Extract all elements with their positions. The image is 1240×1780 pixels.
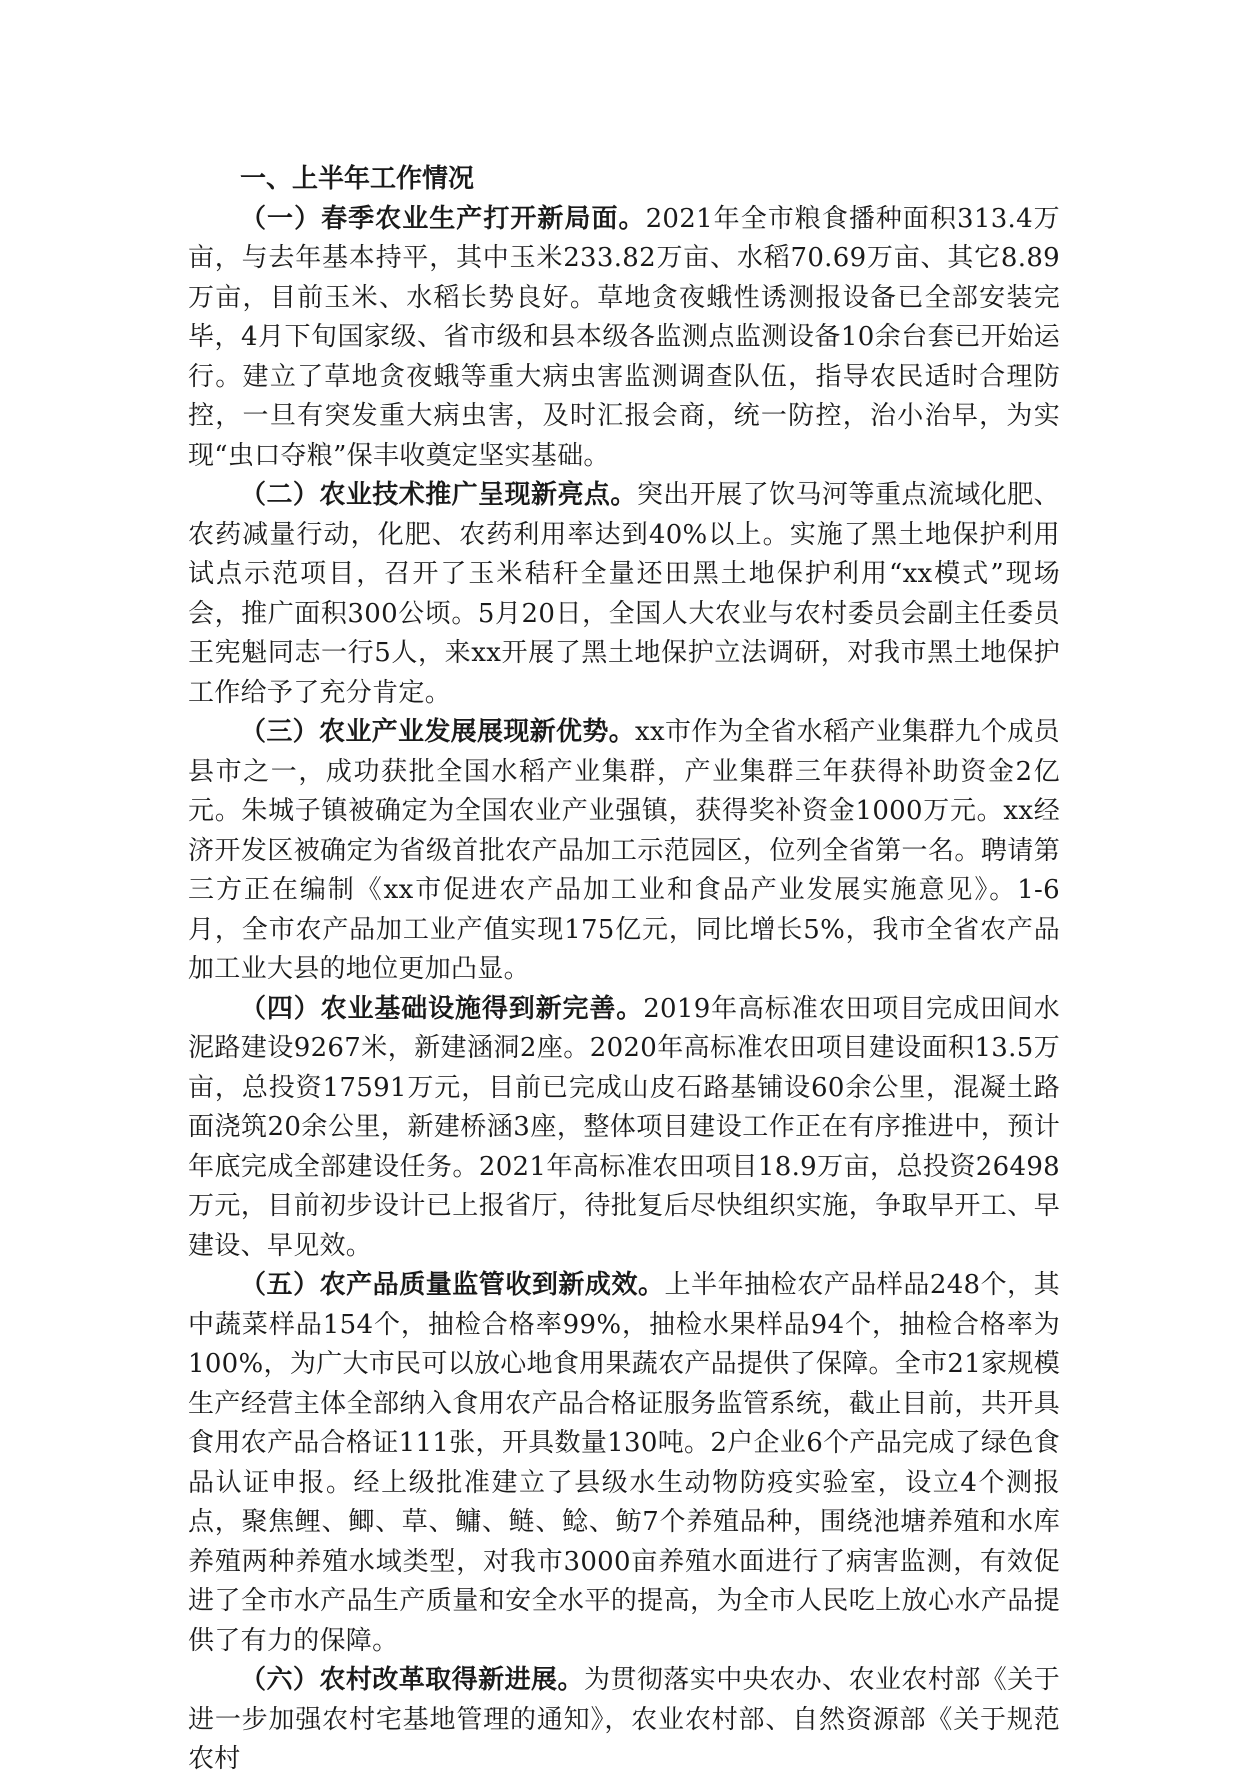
paragraph-6-body: 为贯彻落实中央农办、农业农村部《关于进一步加强农村宅基地管理的通知》，农业农村部、自然资源部《关于规范农村 bbox=[188, 1665, 1060, 1774]
section-heading: 一、上半年工作情况 bbox=[240, 164, 475, 194]
paragraph-1-body: 2021年全市粮食播种面积313.4万亩，与去年基本持平，其中玉米233.82万亩、水稻70.69万亩、其它8.89万亩，目前玉米、水稻长势良好。草地贪夜蛾性诱测报设备已全部安装完毕，4月下旬国家级、省市级和县本级各监测点监测设备10余台套已开始运行。建立了草地贪夜蛾等重大病虫害监测调查队伍，指导农民适时合理防控，一旦有突发重大病虫害，及时汇报会商，统一防控，治小治早，为实现“虫口夺粮”保丰收奠定坚实基础。 bbox=[188, 203, 1060, 471]
paragraph-5-body: 上半年抽检农产品样品248个，其中蔬菜样品154个，抽检合格率99%，抽检水果样品94个，抽检合格率为100%，为广大市民可以放心地食用果蔬农产品提供了保障。全市21家规模生产经营主体全部纳入食用农产品合格证服务监管系统，截止目前，共开具食用农产品合格证111张，开具数量130吨。2户企业6个产品完成了绿色食品认证申报。经上级批准建立了县级水生动物防疫实验室，设立4个测报点，聚焦鲤、鲫、草、鳙、鲢、鲶、鲂7个养殖品种，围绕池塘养殖和水库养殖两种养殖水域类型，对我市3000亩养殖水面进行了病害监测，有效促进了全市水产品生产质量和安全水平的提高，为全市人民吃上放心水产品提供了有力的保障。 bbox=[188, 1270, 1060, 1656]
paragraph-1 bbox=[188, 200, 1060, 477]
paragraph-2-body: 突出开展了饮马河等重点流域化肥、农药减量行动，化肥、农药利用率达到40%以上。实施了黑土地保护利用试点示范项目，召开了玉米秸秆全量还田黑土地保护利用“xx模式”现场会，推广面积300公顷。5月20日，全国人大农业与农村委员会副主任委员王宪魁同志一行5人，来xx开展了黑土地保护立法调研，对我市黑土地保护工作给予了充分肯定。 bbox=[188, 480, 1060, 708]
paragraph-3-lead: （三）农业产业发展展现新优势。 bbox=[240, 717, 636, 747]
document-page bbox=[188, 160, 1060, 1780]
paragraph-1-lead: （一）春季农业生产打开新局面。 bbox=[240, 203, 646, 234]
paragraph-5-lead: （五）农产品质量监管收到新成效。 bbox=[240, 1270, 665, 1300]
paragraph-5 bbox=[188, 1266, 1060, 1661]
paragraph-2 bbox=[188, 476, 1060, 713]
paragraph-3 bbox=[188, 713, 1060, 990]
paragraph-4 bbox=[188, 990, 1060, 1267]
paragraph-2-lead: （二）农业技术推广呈现新亮点。 bbox=[240, 480, 637, 510]
paragraph-4-body: 2019年高标准农田项目完成田间水泥路建设9267米，新建涵洞2座。2020年高标准农田项目建设面积13.5万亩，总投资17591万元，目前已完成山皮石路基铺设60余公里，混凝土路面浇筑20余公里，新建桥涵3座，整体项目建设工作正在有序推进中，预计年底完成全部建设任务。2021年高标准农田项目18.9万亩，总投资26498万元，目前初步设计已上报省厅，待批复后尽快组织实施，争取早开工、早建设、早见效。 bbox=[188, 993, 1060, 1261]
paragraph-3-body: xx市作为全省水稻产业集群九个成员县市之一，成功获批全国水稻产业集群，产业集群三年获得补助资金2亿元。朱城子镇被确定为全国农业产业强镇，获得奖补资金1000万元。xx经济开发区被确定为省级首批农产品加工示范园区，位列全省第一名。聘请第三方正在编制《xx市促进农产品加工业和食品产业发展实施意见》。1-6月，全市农产品加工业产值实现175亿元，同比增长5%，我市全省农产品加工业大县的地位更加凸显。 bbox=[188, 717, 1060, 984]
paragraph-6-lead: （六）农村改革取得新进展。 bbox=[240, 1665, 584, 1695]
paragraph-6 bbox=[188, 1661, 1060, 1780]
paragraph-4-lead: （四）农业基础设施得到新完善。 bbox=[240, 993, 644, 1024]
